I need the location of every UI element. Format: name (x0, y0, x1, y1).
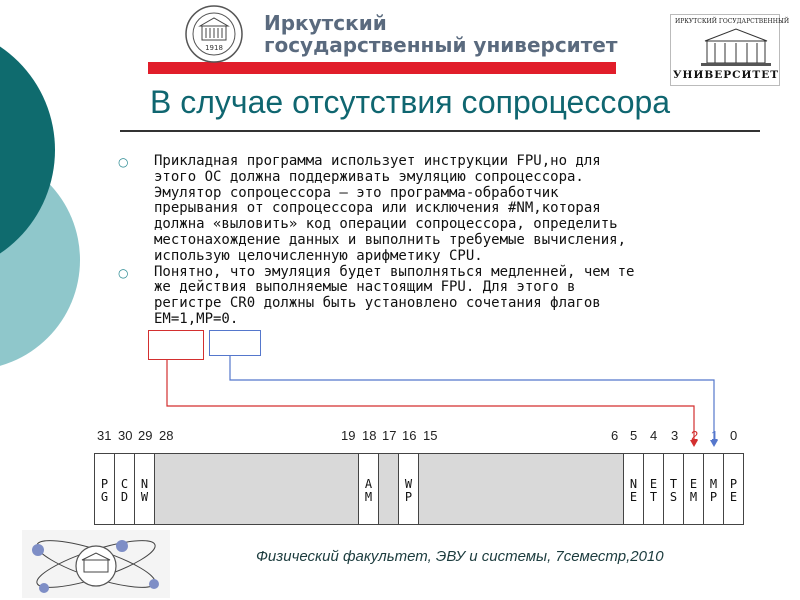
reserved-bit-17 (378, 453, 399, 525)
logo-small-text: ИРКУТСКИЙ ГОСУДАРСТВЕННЫЙ (675, 18, 790, 25)
bit-number: 28 (159, 428, 174, 443)
bullet-text: Прикладная программа использует инструкции FPU,но для этого ОС должна поддерживать эмуляцию сопроцессора. Эмулятор сопроцессора – это программа-обработчик прерывания от сопроцессора или исключения #NM,которая должна «выловить» код операции сопроцессора, определить местонахождение данных и выполнить требуемые вычисления, использую целочисленную арифметику CPU. (154, 153, 627, 264)
bit-number: 30 (118, 428, 133, 443)
flag-pg: P G (94, 453, 115, 525)
flag-nw: N W (134, 453, 155, 525)
bit-number: 15 (423, 428, 438, 443)
logo-big-text: УНИВЕРСИТЕТ (673, 69, 780, 81)
flag-ts: T S (663, 453, 684, 525)
flag-am: A M (358, 453, 379, 525)
faculty-logo-icon (22, 530, 170, 598)
bullet-text: Понятно, что эмуляция будет выполняться медленней, чем те же действия выполняемые настоящим FPU. Для этого в регистре CR0 должны быть установлено сочетания флагов EM=1,MP=0. (154, 263, 635, 327)
flag-pe: P E (723, 453, 744, 525)
slide-title: В случае отсутствия сопроцессора (150, 84, 671, 120)
bit-number: 0 (730, 428, 738, 443)
bit-number: 4 (650, 428, 658, 443)
bit-number: 16 (402, 428, 417, 443)
bullet-ring-icon: ○ (118, 155, 129, 169)
cr0-register-diagram (92, 428, 752, 528)
reserved-bits-28-19 (154, 453, 359, 525)
flag-cd: C D (114, 453, 135, 525)
bit-number: 5 (630, 428, 638, 443)
bit-number: 19 (341, 428, 356, 443)
bit-number: 31 (97, 428, 112, 443)
bit-number: 3 (671, 428, 679, 443)
bit-number: 6 (611, 428, 619, 443)
bit-number: 18 (362, 428, 377, 443)
bit-number: 1 (711, 428, 719, 443)
bit-number: 2 (691, 428, 699, 443)
footer-text: Физический факультет, ЭВУ и системы, 7семестр,2010 (256, 548, 664, 565)
bit-number: 17 (382, 428, 397, 443)
flag-em: E M (683, 453, 704, 525)
university-name: Иркутский государственный университет (264, 11, 618, 57)
flag-et: E T (643, 453, 664, 525)
flag-ne: N E (623, 453, 644, 525)
bullet-ring-icon: ○ (118, 265, 129, 280)
bit-number: 29 (138, 428, 153, 443)
flag-wp: W P (398, 453, 419, 525)
svg-text:1918: 1918 (205, 44, 223, 52)
reserved-bits-15-6 (418, 453, 624, 525)
flag-mp: M P (703, 453, 724, 525)
